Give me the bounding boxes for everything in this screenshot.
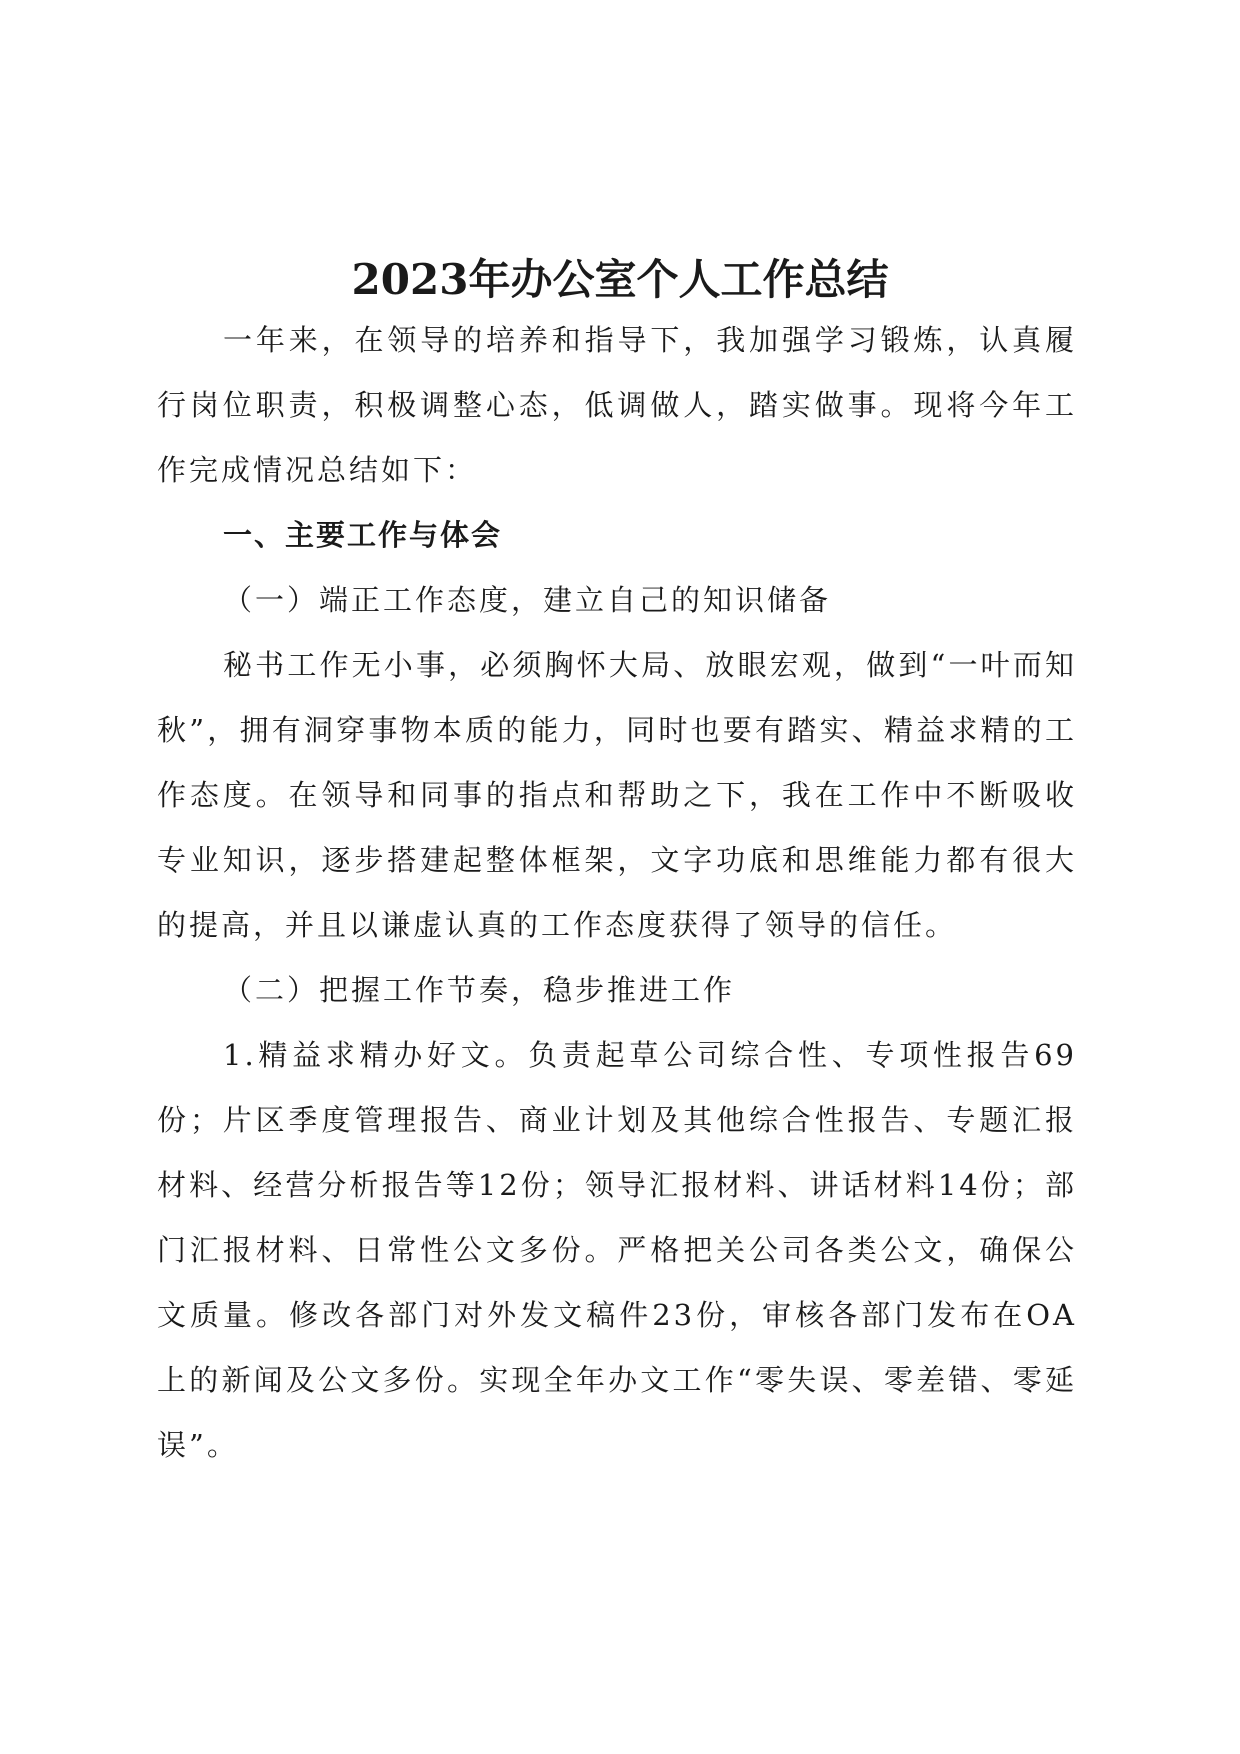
subsection-heading-attitude: （一）端正工作态度，建立自己的知识储备 [223,583,832,617]
document-title: 2023年办公室个人工作总结 [351,255,889,304]
writing-item-paragraph: 1.精益求精办好文。负责起草公司综合性、专项性报告69份；片区季度管理报告、商业计划及其他综合性报告、专题汇报材料、经营分析报告等12份；领导汇报材料、讲话材料14份；部门汇报材料、日常性公文多份。严格把关公司各类公文，确保公文质量。修改各部门对外发文稿件23份，审核各部门发布在OA上的新闻及公文多份。实现全年办文工作“零失误、零差错、零延误”。 [157,1038,1077,1462]
section-heading-main-work: 一、主要工作与体会 [223,518,503,552]
attitude-paragraph: 秘书工作无小事，必须胸怀大局、放眼宏观，做到“一叶而知秋”，拥有洞穿事物本质的能力，同时也要有踏实、精益求精的工作态度。在领导和同事的指点和帮助之下，我在工作中不断吸收专业知识，逐步搭建起整体框架，文字功底和思维能力都有很大的提高，并且以谦虚认真的工作态度获得了领导的信任。 [157,648,1077,942]
subsection-heading-rhythm: （二）把握工作节奏，稳步推进工作 [223,973,736,1007]
intro-paragraph: 一年来，在领导的培养和指导下，我加强学习锻炼，认真履行岗位职责，积极调整心态，低调做人，踏实做事。现将今年工作完成情况总结如下： [157,323,1077,487]
document-body [157,308,1077,1478]
